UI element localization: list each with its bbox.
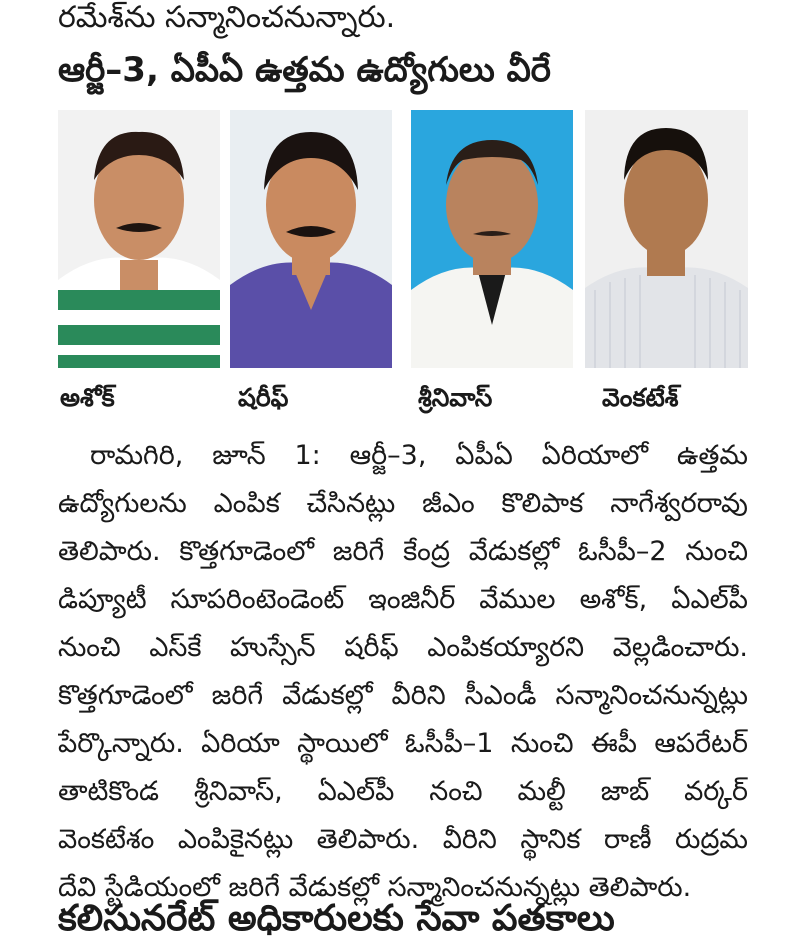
employee-photo-ashok: [58, 110, 220, 368]
photo-caption-3: శ్రీనివాస్‌: [418, 383, 493, 412]
photo-caption-2: షరీఫ్‌: [238, 383, 289, 412]
next-article-headline: కలిసునరేట్‌ అధికారులకు సేవా పతకాలు: [58, 898, 615, 939]
article-headline: ఆర్జీ–3, ఏపీఏ ఉత్తమ ఉద్యోగులు వీరే: [58, 50, 551, 90]
body-line: రామగిరి, జూన్‌ 1: ఆర్జీ–3, ఏపీఏ ఏరియాలో ఉత్తమ: [90, 440, 748, 471]
body-line: దేవి స్టేడియంలో జరిగే వేడుకల్లో సన్మానించనున్నట్లు తెలిపారు.: [58, 872, 692, 903]
photo-caption-1: అశోక్‌: [60, 383, 115, 412]
photo-caption-4: వెంకటేశ్‌: [602, 383, 679, 412]
body-line: వెంకటేశం ఎంపికైనట్లు తెలిపారు. వీరిని స్థానిక రాణీ రుద్రమ: [58, 824, 748, 855]
employee-photo-srinivas: [411, 110, 573, 368]
body-line: డిప్యూటీ సూపరింటెండెంట్‌ ఇంజినీర్‌ వేముల అశోక్‌, ఏఎల్‌పీ: [58, 584, 748, 615]
body-line: తాటికొండ శ్రీనివాస్‌, ఏఎల్‌పీ నంచి మల్టీ జాబ్‌ వర్కర్‌: [58, 776, 748, 807]
employee-photo-venkatesh: [585, 110, 748, 368]
body-line: ఉద్యోగులను ఎంపిక చేసినట్లు జీఎం కొలిపాక నాగేశ్వరరావు: [58, 488, 748, 519]
body-line: పేర్కొన్నారు. ఏరియా స్థాయిలో ఓసీపీ–1 నుంచి ఈపీ ఆపరేటర్‌: [58, 728, 748, 759]
previous-article-last-line: రమేశ్‌ను సన్మానించనున్నారు.: [58, 0, 396, 35]
photo-strip: [58, 110, 748, 368]
employee-photo-sharif: [230, 110, 392, 368]
body-line: నుంచి ఎస్‌కే హుస్సేన్‌ షరీఫ్‌ ఎంపికయ్యారని వెల్లడించారు.: [58, 632, 748, 663]
body-line: తెలిపారు. కొత్తగూడెంలో జరిగే కేంద్ర వేడుకల్లో ఓసీపీ–2 నుంచి: [58, 536, 748, 567]
body-line: కొత్తగూడెంలో జరిగే వేడుకల్లో వీరిని సీఎండీ సన్మానించనున్నట్లు: [58, 680, 748, 711]
article-body: [58, 432, 748, 912]
